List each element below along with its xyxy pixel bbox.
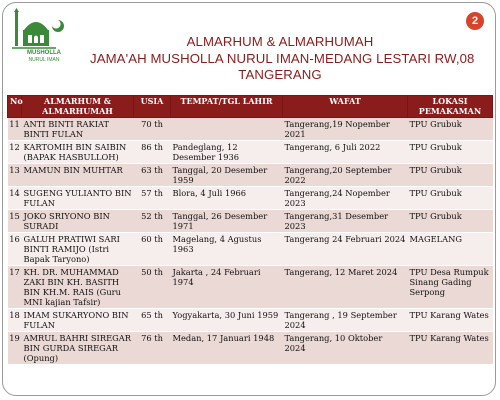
cell-birth: Blora, 4 Juli 1966 [171,187,283,210]
table-row [8,309,493,332]
cell-age: 57 th [134,187,171,210]
header-death: WAFAT [283,96,408,118]
cell-death: Tangerang, 12 Maret 2024 [283,266,408,309]
cell-burial: TPU Grubuk [408,118,493,141]
cell-age: 60 th [134,233,171,266]
cell-burial: TPU Karang Wates [408,309,493,332]
cell-age: 76 th [134,332,171,365]
cell-burial: MAGELANG [408,233,493,266]
title-line1: ALMARHUM & ALMARHUMAH [186,34,374,49]
title-line2: JAMA'AH MUSHOLLA NURUL IMAN-MEDANG LESTARI RW,08 [90,50,475,66]
header-birth: TEMPAT/TGL LAHIR [171,96,283,118]
cell-birth: Pandeglang, 12 Desember 1936 [171,141,283,164]
cell-death: Tangerang, 10 Oktober 2024 [283,332,408,365]
cell-age: 63 th [134,164,171,187]
header-burial: LOKASI PEMAKAMAN [408,96,493,118]
cell-no: 13 [8,164,22,187]
cell-burial: TPU Grubuk [408,141,493,164]
table-row [8,187,493,210]
table-row [8,141,493,164]
cell-death: Tangerang , 19 September 2024 [283,309,408,332]
cell-name: JOKO SRIYONO BIN SURADI [22,210,134,233]
cell-no: 11 [8,118,22,141]
cell-birth: Magelang, 4 Agustus 1963 [171,233,283,266]
cell-death: Tangerang,20 September 2022 [283,164,408,187]
cell-no: 17 [8,266,22,309]
cell-no: 18 [8,309,22,332]
cell-death: Tangerang 24 Februari 2024 [283,233,408,266]
header-no: No [8,96,22,118]
cell-birth: Yogyakarta, 30 Juni 1959 [171,309,283,332]
deceased-table [7,95,493,365]
cell-name: MAMUN BIN MUHTAR [22,164,134,187]
cell-no: 19 [8,332,22,365]
cell-burial: TPU Grubuk [408,187,493,210]
cell-no: 16 [8,233,22,266]
logo-line1: MUSHOLLA [27,50,61,56]
cell-age: 50 th [134,266,171,309]
cell-name: AMRUL BAHRI SIREGAR BIN GURDA SIREGAR (Opung) [22,332,134,365]
table-row [8,118,493,141]
cell-birth: Medan, 17 Januari 1948 [171,332,283,365]
title-line3: TANGERANG [238,67,322,82]
cell-age: 52 th [134,210,171,233]
cell-age: 86 th [134,141,171,164]
cell-burial: TPU Grubuk [408,164,493,187]
cell-age: 70 th [134,118,171,141]
cell-death: Tangerang,31 Desember 2023 [283,210,408,233]
cell-birth [171,118,283,141]
page-title [90,34,475,84]
cell-birth: Tanggal, 20 Desember 1959 [171,164,283,187]
table-row [8,210,493,233]
header-name: ALMARHUM & ALMARHUMAH [22,96,134,118]
header-age: USIA [134,96,171,118]
logo-line2: NURUL IMAN [28,57,60,63]
cell-no: 15 [8,210,22,233]
cell-age: 65 th [134,309,171,332]
cell-death: Tangerang, 6 Juli 2022 [283,141,408,164]
cell-burial: TPU Desa Rumpuk Sinang Gading Serpong [408,266,493,309]
cell-no: 12 [8,141,22,164]
cell-death: Tangerang,24 Nopember 2023 [283,187,408,210]
cell-burial: TPU Grubuk [408,210,493,233]
table-row [8,164,493,187]
cell-name: KARTOMIH BIN SAIBIN (BAPAK HASBULLOH) [22,141,134,164]
cell-burial: TPU Karang Wates [408,332,493,365]
cell-birth: Tanggal, 26 Desember 1971 [171,210,283,233]
cell-name: ANTI BINTI RAKIAT BINTI FULAN [22,118,134,141]
cell-no: 14 [8,187,22,210]
table-header-row [8,96,493,118]
cell-death: Tangerang,19 Nopember 2021 [283,118,408,141]
page-number-badge: 2 [466,12,484,30]
cell-name: IMAM SUKARYONO BIN FULAN [22,309,134,332]
cell-name: SUGENG YULIANTO BIN FULAN [23,188,132,208]
cell-name: GALUH PRATIWI SARI BINTI RAMIJO (Istri Bapak Taryono) [22,233,134,266]
logo-text [14,50,74,64]
table-row [8,266,493,309]
cell-birth: Jakarta , 24 Februari 1974 [171,266,283,309]
table-row [8,233,493,266]
table-row [8,332,493,365]
cell-name: KH. DR. MUHAMMAD ZAKI BIN KH. BASITH BIN KH.M. RAIS (Guru MNI kajian Tafsir) [22,266,134,309]
